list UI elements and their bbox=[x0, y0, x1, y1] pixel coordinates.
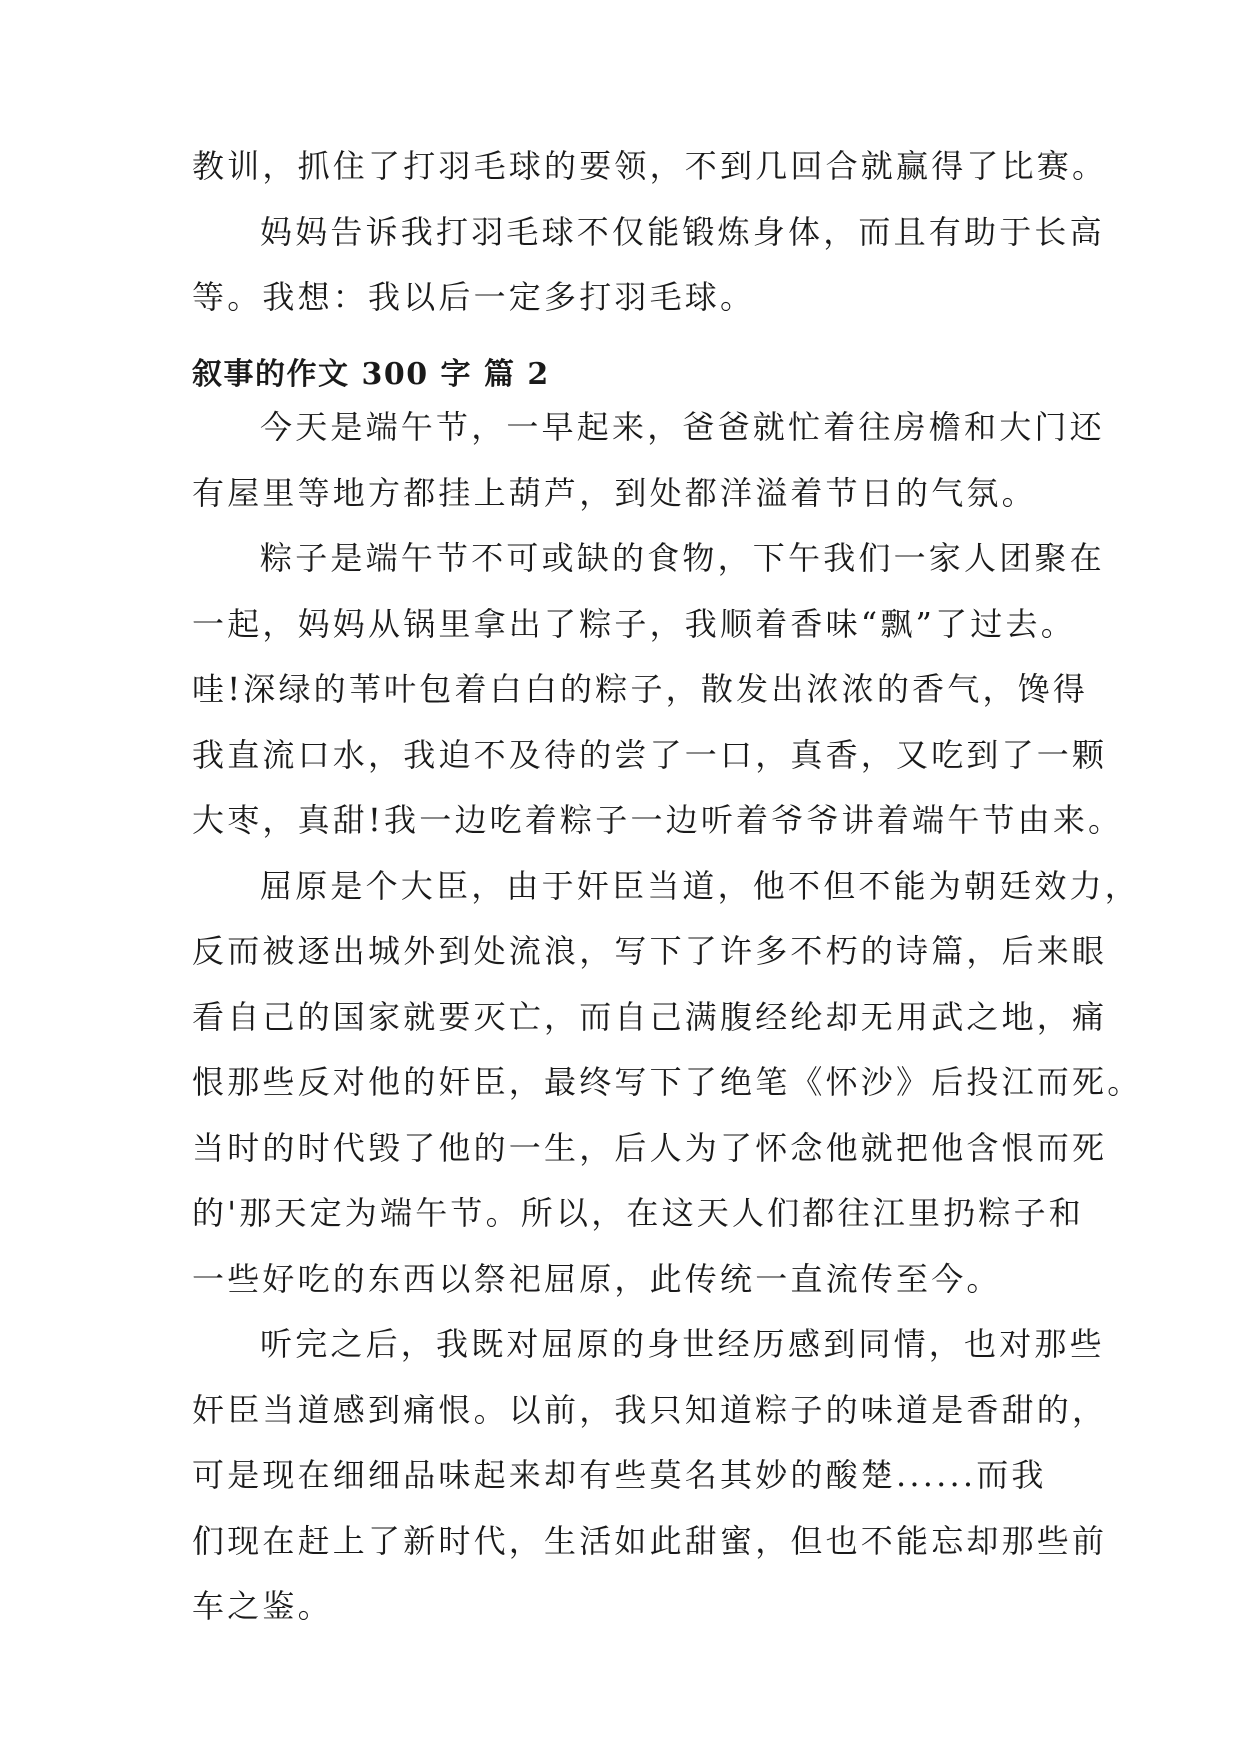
text-line: 我直流口水，我迫不及待的尝了一口，真香，又吃到了一颗 bbox=[192, 735, 1108, 774]
paragraph bbox=[192, 134, 1108, 200]
text-line: 教训，抓住了打羽毛球的要领，不到几回合就赢得了比赛。 bbox=[192, 147, 1108, 185]
text-line: 恨那些反对他的奸臣，最终写下了绝笔《怀沙》后投江而死。 bbox=[192, 1063, 1143, 1101]
text-line: 妈妈告诉我打羽毛球不仅能锻炼身体，而且有助于长高 bbox=[260, 212, 1105, 251]
paragraph bbox=[192, 854, 1143, 1313]
paragraph bbox=[192, 200, 1105, 331]
text-line: 们现在赶上了新时代，生活如此甜蜜，但也不能忘却那些前 bbox=[192, 1521, 1108, 1560]
text-line: 看自己的国家就要灭亡，而自己满腹经纶却无用武之地，痛 bbox=[192, 997, 1108, 1036]
section-2 bbox=[192, 395, 1143, 1640]
text-line: 听完之后，我既对屈原的身世经历感到同情，也对那些 bbox=[260, 1325, 1105, 1363]
text-line: 车之鉴。 bbox=[192, 1587, 333, 1625]
text-line: 哇!深绿的苇叶包着白白的粽子，散发出浓浓的香气，馋得 bbox=[192, 670, 1089, 708]
paragraph bbox=[192, 395, 1105, 526]
section-1 bbox=[192, 134, 1108, 331]
text-line: 一些好吃的东西以祭祀屈原，此传统一直流传至今。 bbox=[192, 1259, 1002, 1298]
text-line: 一起，妈妈从锅里拿出了粽子，我顺着香味“飘”了过去。 bbox=[192, 604, 1076, 643]
text-line: 大枣，真甜!我一边吃着粽子一边听着爷爷讲着端午节由来。 bbox=[192, 801, 1124, 839]
text-line: 有屋里等地方都挂上葫芦，到处都洋溢着节日的气氛。 bbox=[192, 473, 1037, 512]
section-heading: 叙事的作文 300 字 篇 2 bbox=[192, 357, 550, 392]
paragraph bbox=[192, 526, 1124, 854]
text-line: 反而被逐出城外到处流浪，写下了许多不朽的诗篇，后来眼 bbox=[192, 932, 1108, 970]
text-line: 屈原是个大臣，由于奸臣当道，他不但不能为朝廷效力， bbox=[260, 866, 1141, 905]
paragraph bbox=[192, 1312, 1108, 1640]
text-line: 奸臣当道感到痛恨。以前，我只知道粽子的味道是香甜的， bbox=[192, 1390, 1108, 1429]
text-line: 粽子是端午节不可或缺的食物，下午我们一家人团聚在 bbox=[260, 539, 1105, 577]
section-heading-block bbox=[192, 355, 1072, 395]
text-line: 等。我想：我以后一定多打羽毛球。 bbox=[192, 278, 756, 316]
text-line: 的'那天定为端午节。所以，在这天人们都往江里扔粽子和 bbox=[192, 1194, 1084, 1232]
text-line: 可是现在细细品味起来却有些莫名其妙的酸楚......而我 bbox=[192, 1456, 1047, 1494]
text-line: 今天是端午节，一早起来，爸爸就忙着往房檐和大门还 bbox=[260, 408, 1105, 446]
text-line: 当时的时代毁了他的一生，后人为了怀念他就把他含恨而死 bbox=[192, 1128, 1108, 1167]
